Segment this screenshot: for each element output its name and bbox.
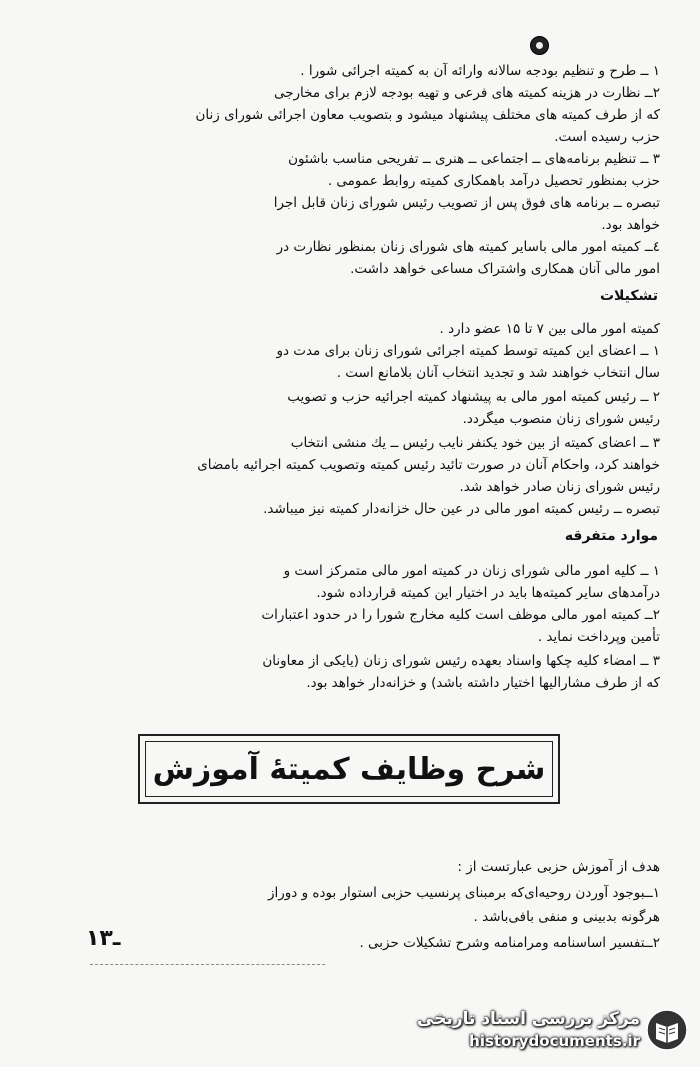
page-number: ۱۳ـ — [86, 926, 121, 951]
text-line: درآمدهای سایر کمیته‌ها باید در اختیار این کمیته قرارداده شود. — [316, 585, 660, 601]
section-heading: موارد متفرقه — [564, 528, 658, 544]
text-line: ٤ــ کمیته امور مالی باسایر کمیته های شورای زنان بمنظور نظارت در — [276, 239, 660, 255]
text-line: تبصره ــ برنامه های فوق پس از تصویب رئیس شورای زنان قابل اجرا — [273, 195, 660, 211]
section-heading: تشکیلات — [599, 288, 658, 304]
text-line: که از طرف مشارالیها اختیار داشته باشد) و خزانه‌دار خواهد بود. — [306, 675, 660, 691]
text-line: ۳ ــ اعضای کمیته از بین خود یکنفر نایب رئیس ــ یك منشی انتخاب — [290, 435, 660, 451]
text-line: تأمین وپرداخت نماید . — [537, 629, 660, 645]
text-line: حزب بمنظور تحصیل درآمد باهمکاری کمیته روابط عمومی . — [327, 173, 660, 189]
text-line: رئیس شورای زنان صادر خواهد شد. — [459, 479, 660, 495]
text-line: خواهند کرد، واحکام آنان در صورت تائید رئیس کمیته وتصویب کمیته اجرائیه بامضای — [197, 457, 660, 473]
watermark-name: مرکز بررسی اسناد تاریخی — [417, 1009, 640, 1029]
book-logo-icon — [646, 1009, 688, 1051]
text-line: ۱ ــ طرح و تنظیم بودجه سالانه وارائه آن به کمیته اجرائی شورا . — [300, 63, 660, 79]
emblem-icon — [530, 36, 549, 55]
text-line: رئیس شورای زنان منصوب میگردد. — [462, 411, 660, 427]
text-line: ۱ ــ اعضای این کمیته توسط کمیته اجرائی شورای زنان برای مدت دو — [276, 343, 660, 359]
text-line: ۲ــتفسیر اساسنامه ومرامنامه وشرح تشکیلات حزبی . — [359, 935, 660, 951]
text-line: ۲ــ نظارت در هزینه کمیته های فرعی و تهیه بودجه لازم برای مخارجی — [273, 85, 660, 101]
text-line: هدف از آموزش حزبی عبارتست از : — [457, 859, 660, 875]
text-line: تبصره ــ رئیس کمیته امور مالی در عین حال خزانه‌دار کمیته نیز میباشد. — [263, 501, 660, 517]
text-line: که از طرف کمیته های مختلف پیشنهاد میشود و بتصویب معاون اجرائی شورای زنان — [195, 107, 660, 123]
text-line: ۱ ــ کلیه امور مالی شورای زنان در کمیته امور مالی متمرکز است و — [283, 563, 660, 579]
text-line: ۲ ــ رئیس کمیته امور مالی به پیشنهاد کمیته اجرائیه حزب و تصویب — [287, 389, 660, 405]
text-line: کمیته امور مالی بین ۷ تا ۱۵ عضو دارد . — [439, 321, 660, 337]
text-line: ۱ــبوجود آوردن روحیه‌ای‌که برمبنای پرنسیب حزبی استوار بوده و دوراز — [267, 885, 660, 901]
text-line: ۲ــ کمیته امور مالی موظف است کلیه مخارج شورا را در حدود اعتبارات — [261, 607, 660, 623]
text-line: سال انتخاب خواهند شد و تجدید انتخاب آنان بلامانع است . — [336, 365, 660, 381]
watermark-url: historydocuments.ir — [469, 1032, 640, 1050]
text-line: هرگونه بدبینی و منفی بافی‌باشد . — [473, 909, 660, 925]
box-title: شرح وظایف کمیتهٔ آموزش — [152, 751, 546, 787]
title-box-inner — [145, 741, 553, 797]
watermark — [417, 1008, 688, 1052]
text-line: خواهد بود. — [601, 217, 660, 233]
text-line: امور مالی آنان همکاری واشتراک مساعی خواهد داشت. — [350, 261, 660, 277]
footer-rule — [90, 964, 325, 965]
text-line: ۳ ــ تنظیم برنامه‌های ــ اجتماعی ــ هنری ــ تفریحی مناسب باشئون — [288, 151, 660, 167]
watermark-text — [417, 1008, 640, 1052]
text-line: ۳ ــ امضاء کلیه چکها واسناد بعهده رئیس شورای زنان (یایکی از معاونان — [262, 653, 660, 669]
title-box — [138, 734, 560, 804]
text-line: حزب رسیده است. — [554, 129, 660, 145]
